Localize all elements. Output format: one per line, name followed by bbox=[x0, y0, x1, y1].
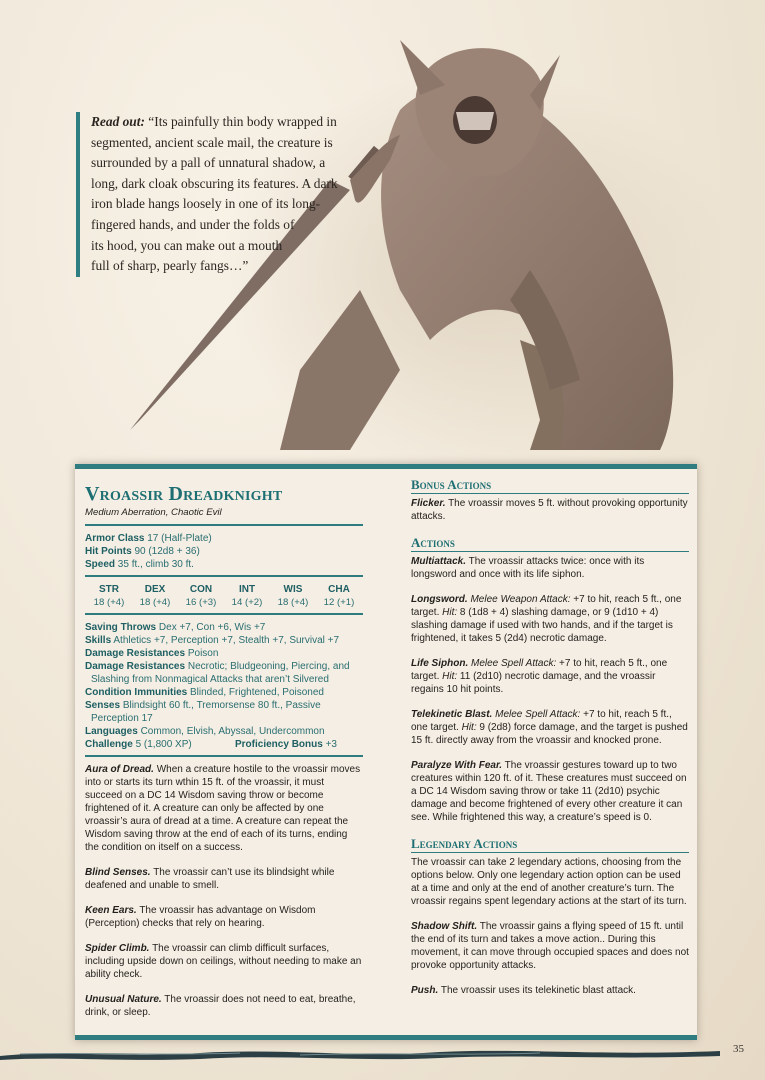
speed: Speed 35 ft., climb 30 ft. bbox=[85, 559, 194, 570]
legendary-intro: The vroassir can take 2 legendary actions, choosing from the options below. Only one legendary action option can be used at a time and only at the end of another creature’s turn. The vroassir regains spent legendary actions at the start of its turn. bbox=[411, 857, 687, 907]
stat-block bbox=[75, 464, 697, 1040]
section-divider bbox=[411, 852, 689, 853]
trait-aura-of-dread: Aura of Dread. When a creature hostile to the vroassir moves into or starts its turn wthin 15 ft. of the vroassir, it must succeed on a DC 14 Wisdom saving throw or become frightened of it. A creature can only be affected by one vroassir’s aura of dread at a time. A creature can repeat the Wisdom saving throw at the end of each of its turns, ending the condition on itself on a success. bbox=[85, 764, 361, 853]
legendary-shadow-shift: Shadow Shift. The vroassir gains a flying speed of 15 ft. until the end of its turn and takes a move action.. During this movement, it can move through occupied spaces and does not provoke opportunity attacks. bbox=[411, 921, 689, 971]
divider bbox=[85, 524, 363, 526]
condition-immunities: Condition Immunities Blinded, Frightened, Poisoned bbox=[85, 687, 324, 698]
bonus-actions-heading: Bonus Actions bbox=[411, 477, 492, 492]
divider bbox=[85, 613, 363, 615]
challenge: Challenge 5 (1,800 XP) bbox=[85, 739, 192, 750]
senses-cont: Perception 17 bbox=[91, 713, 153, 724]
section-divider bbox=[411, 493, 689, 494]
damage-resistances-2-cont: Slashing from Nonmagical Attacks that aren’t Silvered bbox=[91, 674, 329, 685]
ability-str: STR 18 (+4) bbox=[93, 584, 125, 608]
readout-line-5: iron blade hangs loosely in one of its long- bbox=[91, 196, 321, 212]
action-longsword: Longsword. Melee Weapon Attack: +7 to hit, reach 5 ft., one target. Hit: 8 (1d8 + 4) slashing damage, or 9 (1d10 + 4) slashing damage if used with two hands, and if the target is frightened, it takes 5 (2d4) necrotic damage. bbox=[411, 594, 682, 644]
readout-line-7: its hood, you can make out a mouth bbox=[91, 237, 283, 253]
readout-label: Read out: bbox=[91, 114, 145, 129]
action-paralyze-with-fear: Paralyze With Fear. The vroassir gestures toward up to two creatures within 120 ft. of it. These creatures must succeed on a DC 14 Wisdom saving throw or take 11 (2d10) psychic damage and become frightened of every other creature it can see. While frightened this way, a creature’s speed is 0. bbox=[411, 760, 687, 823]
hit-points: Hit Points 90 (12d8 + 36) bbox=[85, 546, 200, 557]
readout-box bbox=[76, 112, 361, 277]
challenge-row bbox=[85, 738, 363, 751]
action-multiattack: Multiattack. The vroassir attacks twice: once with its longsword and once with its life siphon. bbox=[411, 556, 645, 580]
ability-con: CON 16 (+3) bbox=[185, 584, 217, 608]
divider bbox=[85, 575, 363, 577]
armor-class: Armor Class 17 (Half-Plate) bbox=[85, 533, 212, 544]
readout-line-2: segmented, ancient scale mail, the creature is bbox=[91, 134, 333, 150]
damage-resistances-2: Damage Resistances Necrotic; Bludgeoning, Piercing, and bbox=[85, 661, 350, 672]
readout-line-8: full of sharp, pearly fangs…” bbox=[91, 258, 249, 274]
actions-heading: Actions bbox=[411, 535, 455, 550]
ability-scores bbox=[85, 583, 363, 609]
skills: Skills Athletics +7, Perception +7, Stealth +7, Survival +7 bbox=[85, 635, 340, 646]
trait-spider-climb: Spider Climb. The vroassir can climb difficult surfaces, including upside down on ceilings, without needing to make an ability check. bbox=[85, 943, 362, 980]
monster-type: Medium Aberration, Chaotic Evil bbox=[85, 507, 222, 518]
monster-name: Vroassir Dreadknight bbox=[85, 483, 283, 505]
trait-unusual-nature: Unusual Nature. The vroassir does not need to eat, breathe, drink, or sleep. bbox=[85, 994, 356, 1018]
stat-block-right-column bbox=[411, 477, 689, 1009]
bonus-action-flicker: Flicker. The vroassir moves 5 ft. without provoking opportunity attacks. bbox=[411, 498, 688, 522]
ability-dex: DEX 18 (+4) bbox=[139, 584, 171, 608]
proficiency-bonus: Proficiency Bonus +3 bbox=[235, 739, 337, 750]
legendary-actions-heading: Legendary Actions bbox=[411, 836, 518, 851]
action-telekinetic-blast: Telekinetic Blast. Melee Spell Attack: +7 to hit, reach 5 ft., one target. Hit: 9 (2d8) force damage, and the target is pushed 15 ft. directly away from the vroassir and knocked prone. bbox=[411, 709, 688, 746]
trait-blind-senses: Blind Senses. The vroassir can’t use its blindsight while deafened and unable to smell. bbox=[85, 867, 335, 891]
ability-cha: CHA 12 (+1) bbox=[323, 584, 355, 608]
divider bbox=[85, 755, 363, 757]
readout-line-1: Read out: “Its painfully thin body wrapped in bbox=[91, 114, 337, 129]
readout-line-4: long, dark cloak obscuring its features. A dark bbox=[91, 175, 338, 191]
trait-keen-ears: Keen Ears. The vroassir has advantage on Wisdom (Perception) checks that rely on hearing. bbox=[85, 905, 316, 929]
readout-line-3: surrounded by a pall of unnatural shadow, a bbox=[91, 155, 326, 171]
footer-brush-stroke bbox=[0, 1044, 720, 1064]
ability-int: INT 14 (+2) bbox=[231, 584, 263, 608]
saving-throws: Saving Throws Dex +7, Con +6, Wis +7 bbox=[85, 622, 266, 633]
readout-line-6: fingered hands, and under the folds of bbox=[91, 216, 295, 232]
stat-block-left-column bbox=[85, 477, 363, 1031]
page-number: 35 bbox=[733, 1043, 744, 1055]
action-life-siphon: Life Siphon. Melee Spell Attack: +7 to hit, reach 5 ft., one target. Hit: 11 (2d10) necrotic damage, and the vroassir regains 10 hit points. bbox=[411, 658, 668, 695]
damage-resistances-1: Damage Resistances Poison bbox=[85, 648, 219, 659]
ability-wis: WIS 18 (+4) bbox=[277, 584, 309, 608]
legendary-push: Push. The vroassir uses its telekinetic blast attack. bbox=[411, 985, 636, 996]
senses: Senses Blindsight 60 ft., Tremorsense 80 ft., Passive bbox=[85, 700, 321, 711]
languages: Languages Common, Elvish, Abyssal, Undercommon bbox=[85, 726, 325, 737]
section-divider bbox=[411, 551, 689, 552]
